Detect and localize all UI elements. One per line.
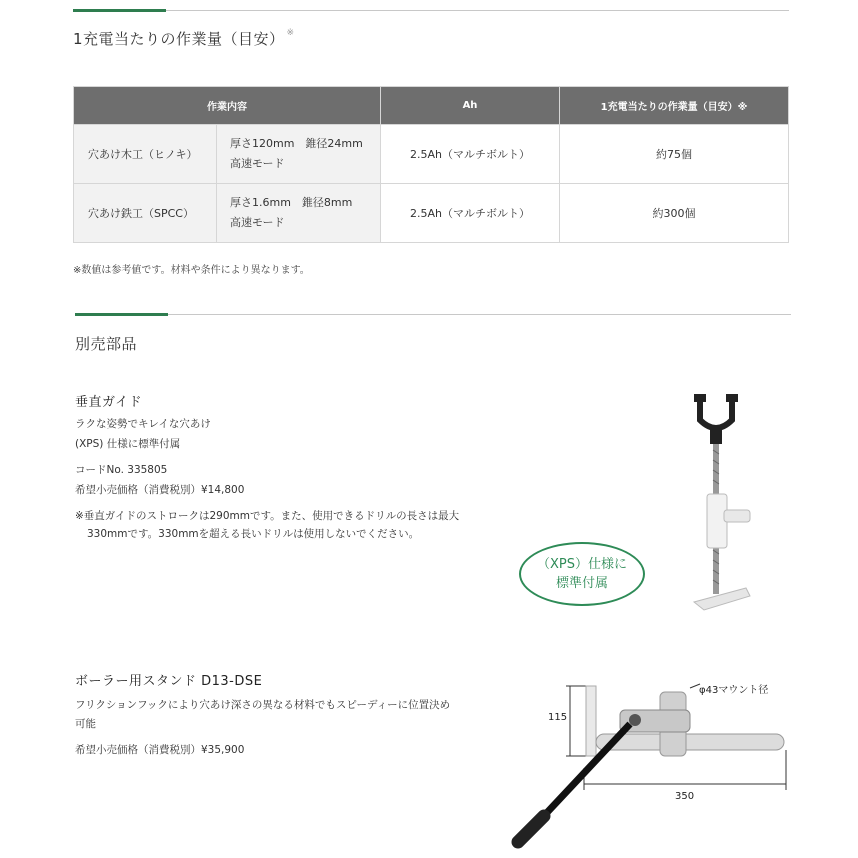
borer-stand-image [500,670,800,850]
vertical-guide-desc-2: (XPS) 仕様に標準付属 [75,438,181,450]
cell-condition: 厚さ1.6mm 錐径8mm 高速モード [217,184,381,243]
work-amount-note: ※数値は参考値です。材料や条件により異なります。 [73,265,310,276]
vertical-guide-code: コードNo. 335805 [75,464,168,476]
cell-task: 穴あけ木工（ヒノキ） [74,125,217,184]
section-divider-top [73,10,789,11]
cell-task: 穴あけ鉄工（SPCC） [74,184,217,243]
title-note-mark: ※ [286,28,295,38]
xps-standard-badge: （XPS）仕様に 標準付属 [519,542,645,606]
borer-stand-desc-2: 可能 [75,718,96,730]
vertical-guide-desc: ラクな姿勢でキレイな穴あけ [75,418,211,430]
table-header-row [74,87,789,125]
vertical-guide-image [680,390,770,620]
table-row [74,125,789,184]
length-dimension-label: 350 [675,791,695,802]
vertical-guide-note-2: 330mmです。330mmを超える長いドリルは使用しないでください。 [87,528,420,540]
header-amount: 1充電当たりの作業量（目安）※ [560,87,789,125]
table-row [74,184,789,243]
height-dimension-label: 115 [548,712,568,723]
header-ah: Ah [381,87,560,125]
cell-amount: 約300個 [560,184,789,243]
borer-stand-desc: フリクションフックにより穴あけ深さの異なる材料でもスピーディーに位置決め [75,699,451,711]
work-amount-title: 1充電当たりの作業量（目安） ※ [73,28,295,48]
header-task: 作業内容 [74,87,381,125]
borer-stand-title: ボーラー用スタンド D13-DSE [75,674,263,689]
mount-diameter-label: φ43マウント径 [699,685,769,696]
cell-ah: 2.5Ah（マルチボルト） [381,125,560,184]
cell-amount: 約75個 [560,125,789,184]
cell-ah: 2.5Ah（マルチボルト） [381,184,560,243]
borer-stand-price: 希望小売価格（消費税別）¥35,900 [75,744,245,756]
vertical-guide-note: ※垂直ガイドのストロークは290mmです。また、使用できるドリルの長さは最大 [75,510,460,522]
vertical-guide-title: 垂直ガイド [75,395,143,410]
vertical-guide-price: 希望小売価格（消費税別）¥14,800 [75,484,245,496]
section-divider-accessories [75,314,791,315]
cell-condition: 厚さ120mm 錐径24mm 高速モード [217,125,381,184]
accessories-title: 別売部品 [75,335,138,353]
work-amount-table [73,86,789,243]
